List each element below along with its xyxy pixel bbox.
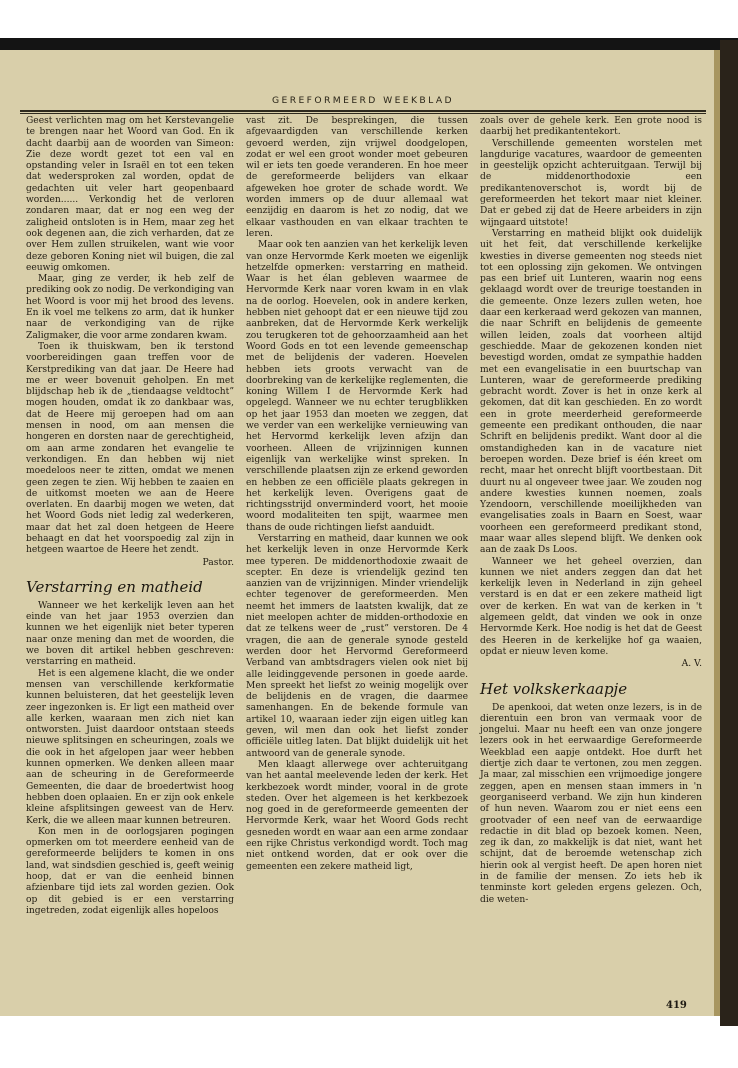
paragraph: Wanneer we het kerkelijk leven aan het einde van het jaar 1953 overzien dan kunnen we het eigenlijk niet beter typeren naar onze mening dan met de woorden, die we boven dit artikel hebben geschreven: verstarring en matheid. — [26, 600, 234, 668]
paragraph: Toen ik thuiskwam, ben ik terstond voorbereidingen gaan treffen voor de Kerstprediking van dat jaar. De Heere had me er weer bovenuit geholpen. En met blijdschap heb ik de „tiendaagse veldtocht” mogen houden, omdat ik zo dankbaar was, dat de Heere mij geroepen had om aan mensen in nood, om aan mensen die hongeren en dorsten naar de gerechtigheid, om aan arme zondaren het evangelie te verkondigen. En dan hebben wij niet moedeloos neer te zitten, omdat we menen geen zegen te zien. Wij hebben te zaaien en de uitkomst moeten we aan de Heere overlaten. En daarbij mogen we weten, dat het Woord Gods niet ledig zal wederkeren, maar dat het zal doen hetgeen de Heere behaagt en dat het voorspoedig zal zijn in hetgeen waartoe de Heere het zendt. — [26, 341, 234, 556]
page-binding-edge — [720, 40, 738, 1026]
article-heading: Het volkskerkaapje — [480, 679, 628, 698]
page-number: 419 — [666, 1000, 687, 1011]
paragraph: Maar, ging ze verder, ik heb zelf de prediking ook zo nodig. De verkondiging van het Woord is voor mij het brood des levens. En ik voel me telkens zo arm, dat ik hunker naar de verkondiging van de rijke Zaligmaker, die voor arme zondaren kwam. — [26, 274, 234, 341]
column-2 — [246, 116, 468, 873]
scan-border-bottom — [0, 1026, 738, 1068]
running-header: GEREFORMEERD WEEKBLAD — [271, 95, 455, 106]
column-1 — [26, 116, 234, 917]
column-3 — [480, 116, 702, 906]
signature: Pastor. — [202, 556, 234, 568]
paragraph: Verstarring en matheid, daar kunnen we ook het kerkelijk leven in onze Hervormde Kerk mee typeren. De middenorthodoxie zwaait de scepter. En deze is vriendelijk gezind ten aanzien van de vrijzinnigen. Minder vriendelijk echter tegenover de gereformeerden. Men neemt het immers de laatsten kwalijk, dat ze niet meelopen achter de midden-orthodoxie en dat ze telkens weer de „rust” verstoren. De 4 vragen, die aan de generale synode gesteld werden door het Hervormd Gereformeerd Verband van ambtsdragers vielen ook niet bij alle leidinggevende personen in goede aarde. Men spreekt het liefst zo weinig mogelijk over de belijdenis en de vragen, die daarmee samenhangen. En de bekende formule van artikel 10, waaraan ieder zijn eigen uitleg kan geven, wil men dan ook het liefst zonder officiële uitleg laten. Dat blijkt duidelijk uit het antwoord van de generale synode. — [246, 533, 468, 759]
paragraph: De apenkooi, dat weten onze lezers, is in de dierentuin een bron van vermaak voor de jongelui. Maar nu heeft een van onze jongere lezers ook in het eerwaardige Gereformeerde Weekblad een aapje ontdekt. Hoe durft het diertje zich daar te vertonen, zou men zeggen. Ja maar, zal misschien een vrijmoedige jongere zeggen, apen en mensen staan immers in 'n georganiseerd verband. We zijn hun kinderen of hun neven. Waarom zou er niet eens een grootvader of een neef van de eerwaardige redactie in dit blad op bezoek komen. Neen, zeg ik dan, zo makkelijk is dat niet, want het schijnt, dat de beroemde wetenschap zich hierin ook al vergist heeft. De apen horen niet in de familie der mensen. Zo iets heb ik tenminste kort geleden ergens gelezen. Och, die weten- — [480, 702, 702, 905]
paragraph: vast zit. De besprekingen, die tussen afgevaardigden van verschillende kerken gevoerd werden, zijn vrijwel doodgelopen, zodat er wel een groot wonder moet gebeuren wil er iets ten goede veranderen. En hoe meer de gereformeerde belijders van elkaar afgeweken hoe groter de schade wordt. We worden immers op de duur allemaal wat eenzijdig en daarom is het zo nodig, dat we elkaar vasthouden en van elkaar trachten te leren. — [246, 116, 468, 239]
article-heading: Verstarring en matheid — [26, 577, 203, 596]
paragraph: Verstarring en matheid blijkt ook duidelijk uit het feit, dat verschillende kerkelijke kwesties in diverse gemeenten nog steeds niet tot een oplossing zijn gekomen. We ontvingen pas een brief uit Lunteren, waarin nog eens geklaagd wordt over de treurige toestanden in die gemeente. Onze lezers zullen weten, hoe daar een kerkeraad werd gekozen van mannen, die naar Schrift en belijdenis de gemeente willen leiden, zoals dat voorheen altijd geschiedde. Maar de gekozenen konden niet bevestigd worden, omdat ze sympathie hadden met een evangelisatie in een buurtschap van Lunteren, waar de gereformeerde prediking gebracht wordt. Zover is het in onze kerk al gekomen, dat dit kan geschieden. En zo wordt een in grote meerderheid gereformeerde gemeente een predikant onthouden, die naar Schrift en belijdenis predikt. Want door al die omstandigheden kan in de vacature niet beroepen worden. Deze brief is één kreet om recht, maar het onrecht blijft voortbestaan. Dit duurt nu al ongeveer twee jaar. We zouden nog andere kwesties kunnen noemen, zoals Yzendoorn, verschillende moeilijkheden van evangelisaties zoals in Baarn en Soest, waar voorheen een gereformeerd predikant stond, maar waar alles slepend blijft. We denken ook aan de zaak Ds Loos. — [480, 228, 702, 556]
paragraph: Het is een algemene klacht, die we onder mensen van verschillende kerkformatie kunnen beluisteren, dat het geestelijk leven zeer ingezonken is. Er ligt een matheid over alle kerken, waaraan men zich niet kan ontworsten. Juist daardoor ontstaan steeds nieuwe splitsingen en scheuringen, zoals we die ook in het afgelopen jaar weer hebben kunnen opmerken. We denken alleen maar aan de scheuring in de Gereformeerde Gemeenten, die daar de broedertwist hoog hebben doen oplaaien. En er zijn ook enkele kleine afsplitsingen geweest van de Herv. Kerk, die we alleen maar kunnen betreuren. — [26, 668, 234, 826]
paragraph: Men klaagt allerwege over achteruitgang van het aantal meelevende leden der kerk. Het kerkbezoek wordt minder, vooral in de grote steden. Over het algemeen is het kerkbezoek nog goed in de gereformeerde gemeenten der Hervormde Kerk, waar het Woord Gods recht gesneden wordt en waar aan een arme zondaar een rijke Christus verkondigd wordt. Toch mag niet ontkend worden, dat er ook over die gemeenten een zekere matheid ligt, — [246, 759, 468, 872]
header-rule — [20, 110, 706, 112]
signature: A. V. — [681, 658, 702, 670]
header-rule-thin — [20, 113, 706, 114]
paragraph: Maar ook ten aanzien van het kerkelijk leven van onze Hervormde Kerk moeten we eigenlijk hetzelfde opmerken: verstarring en matheid. Waar is het élan gebleven waarmee de Hervormde Kerk naar voren kwam in en vlak na de oorlog. Hoevelen, ook in andere kerken, hebben niet gehoopt dat er een nieuwe tijd zou aanbreken, dat de Hervormde Kerk werkelijk zou terugkeren tot de gehoorzaamheid aan het Woord Gods en tot een levende gemeenschap met de belijdenis der vaderen. Hoevelen hebben iets groots verwacht van de doorbreking van de kerkelijke reglementen, die koning Willem I de Hervormde Kerk had opgelegd. Wanneer we nu echter terugblikken op het jaar 1953 dan moeten we zeggen, dat we verder van een werkelijke vernieuwing van het Hervormd kerkelijk leven afzijn dan voorheen. Alleen de vrijzinnigen kunnen eigenlijk van werkelijke winst spreken. In verschillende plaatsen zijn ze erkend geworden en hebben ze een officiële plaats gekregen in het kerkelijk leven. Overigens gaat de richtingsstrijd onverminderd voort, het mooie woord modaliteiten ten spijt, waarmee men thans de oude richtingen liefst aanduidt. — [246, 240, 468, 533]
paragraph: Kon men in de oorlogsjaren pogingen opmerken om tot meerdere eenheid van de gereformeerde belijders te komen in ons land, wat sindsdien geschied is, geeft weinig hoop, dat er van die eenheid binnen afzienbare tijd iets zal worden gezien. Ook op dit gebied is er een verstarring ingetreden, zodat eigenlijk alles hopeloos — [26, 826, 234, 916]
paragraph: Geest verlichten mag om het Kerstevangelie te brengen naar het Woord van God. En ik dacht daarbij aan de woorden van Simeon: Zie deze wordt gezet tot een val en opstanding veler in Israël en tot een teken dat wedersproken zal worden, opdat de gedachten uit veler hart geopenbaard worden...... Verkondig het de verloren zondaren maar, dat er nog een weg der zaligheid ontsloten is in Hem, maar zeg het ook degenen aan, die zich verharden, dat ze over Hem zullen struikelen, want wie voor deze geboren Koning niet wil buigen, die zal eeuwig omkomen. — [26, 116, 234, 273]
paragraph: Wanneer we het geheel overzien, dan kunnen we niet anders zeggen dan dat het kerkelijk leven in Nederland in zijn geheel verstard is en dat er een zekere matheid ligt over de kerken. En wat van de kerken in 't algemeen geldt, dat vinden we ook in onze Hervormde Kerk. Hoe nodig is het dat de Geest des Heeren in de kerkelijke hof ga waaien, opdat er nieuw leven kome. — [480, 556, 702, 657]
paragraph: Verschillende gemeenten worstelen met langdurige vacatures, waardoor de gemeenten in geestelijk opzicht achteruitgaan. Terwijl bij de middenorthodoxie een predikantenoverschot is, wordt bij de gereformeerden het tekort maar niet kleiner. Dat er gebed zij dat de Heere arbeiders in zijn wijngaard uitstote! — [480, 138, 702, 228]
scan-border-top — [0, 0, 738, 38]
paragraph: zoals over de gehele kerk. Een grote nood is daarbij het predikantentekort. — [480, 116, 702, 138]
